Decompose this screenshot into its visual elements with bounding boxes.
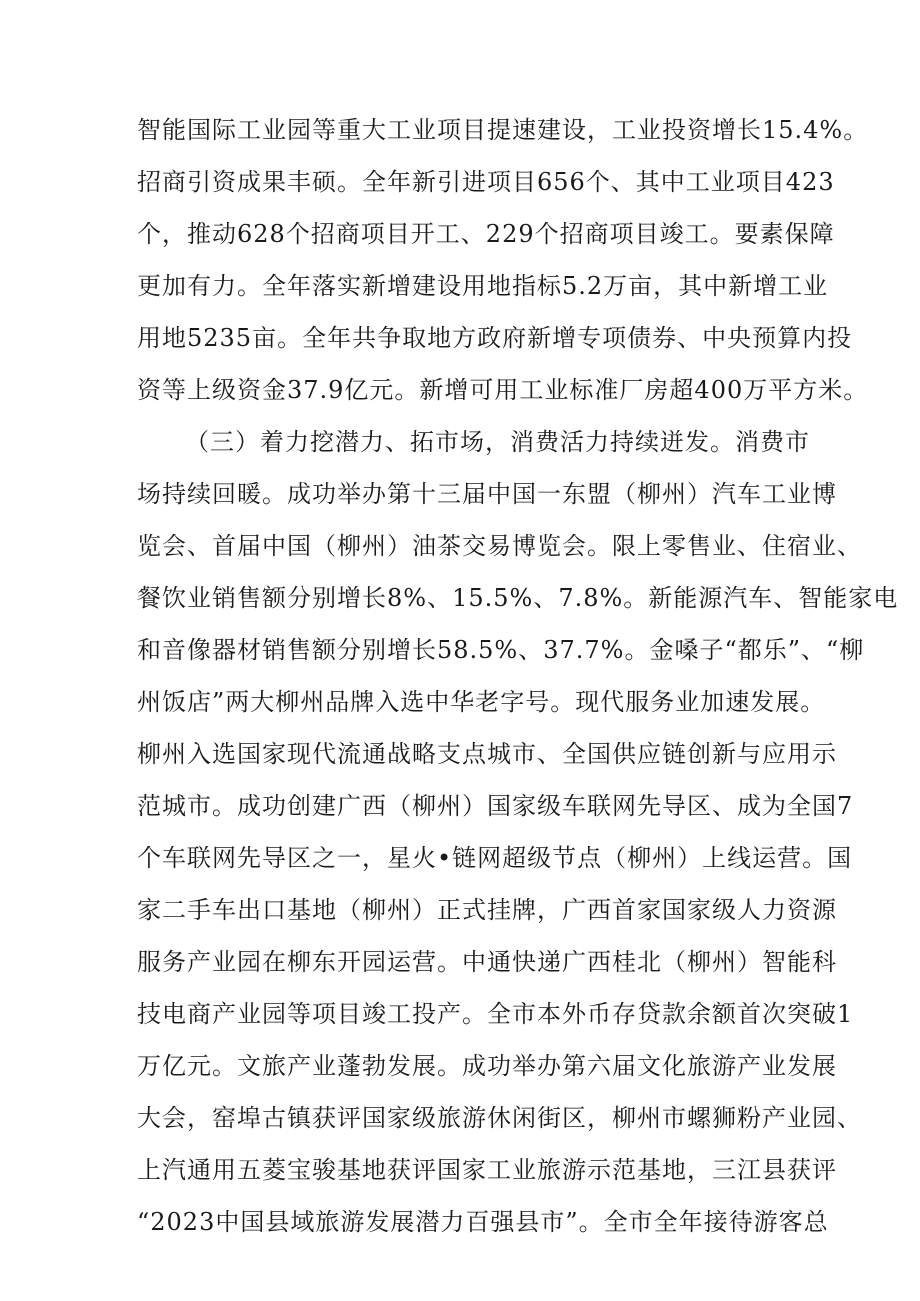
text-line: 智能国际工业园等重大工业项目提速建设，工业投资增长15.4%。 — [137, 116, 869, 144]
text-line: 服务产业园在柳东开园运营。中通快递广西桂北（柳州）智能科 — [137, 948, 837, 976]
text-line: 资等上级资金37.9亿元。新增可用工业标准厂房超400万平方米。 — [137, 376, 869, 404]
text-line: 大会，窑埠古镇获评国家级旅游休闲街区，柳州市螺狮粉产业园、 — [137, 1104, 862, 1132]
text-line: 览会、首届中国（柳州）油茶交易博览会。限上零售业、住宿业、 — [137, 532, 862, 560]
text-line: 餐饮业销售额分别增长8%、15.5%、7.8%。新能源汽车、智能家电 — [137, 584, 899, 612]
text-line: 用地5235亩。全年共争取地方政府新增专项债券、中央预算内投 — [137, 324, 853, 352]
text-line: 场持续回暖。成功举办第十三届中国一东盟（柳州）汽车工业博 — [137, 480, 837, 508]
text-line: 柳州入选国家现代流通战略支点城市、全国供应链创新与应用示 — [137, 740, 837, 768]
text-line: 和音像器材销售额分别增长58.5%、37.7%。金嗓子“都乐”、“柳 — [137, 636, 865, 664]
text-line: 更加有力。全年落实新增建设用地指标5.2万亩，其中新增工业 — [137, 272, 829, 300]
text-line: 家二手车出口基地（柳州）正式挂牌，广西首家国家级人力资源 — [137, 896, 837, 924]
text-line: “2023中国县域旅游发展潜力百强县市”。全市全年接待游客总 — [137, 1208, 829, 1236]
text-line: 技电商产业园等项目竣工投产。全市本外币存贷款余额首次突破1 — [137, 1000, 854, 1028]
text-line: 招商引资成果丰硕。全年新引进项目656个、其中工业项目423 — [137, 168, 835, 196]
text-line: 上汽通用五菱宝骏基地获评国家工业旅游示范基地，三江县获评 — [137, 1156, 837, 1184]
text-line: 个车联网先导区之一，星火•链网超级节点（柳州）上线运营。国 — [137, 844, 853, 872]
text-line: 万亿元。文旅产业蓬勃发展。成功举办第六届文化旅游产业发展 — [137, 1052, 837, 1080]
paragraph-start-line: （三）着力挖潜力、拓市场，消费活力持续迸发。消费市 — [185, 428, 810, 456]
text-line: 个，推动628个招商项目开工、229个招商项目竣工。要素保障 — [137, 220, 835, 248]
text-line: 州饭店”两大柳州品牌入选中华老字号。现代服务业加速发展。 — [137, 688, 826, 716]
text-line: 范城市。成功创建广西（柳州）国家级车联网先导区、成为全国7 — [137, 792, 854, 820]
